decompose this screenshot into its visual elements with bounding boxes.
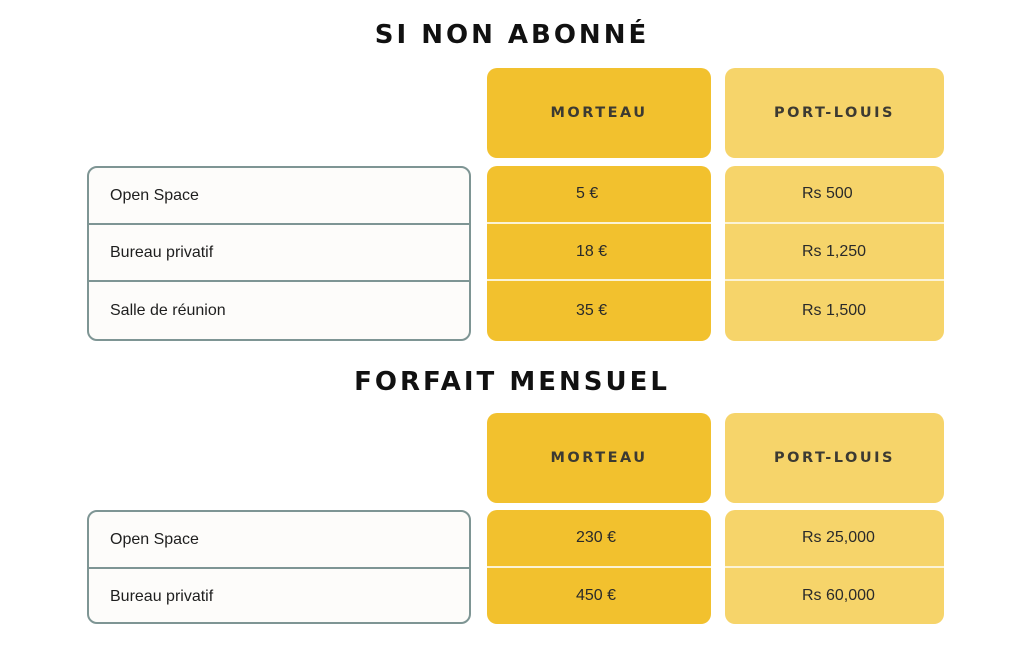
price-cell: 450 € <box>576 587 617 604</box>
price-column-morteau-non-abonne <box>487 166 711 341</box>
column-header-port-louis: PORT-LOUIS <box>725 68 944 158</box>
row-label-bureau-privatif: Bureau privatif <box>110 587 214 605</box>
row-label-salle-de-reunion: Salle de réunion <box>110 301 226 319</box>
column-header-morteau: MORTEAU <box>487 68 711 158</box>
price-cell: Rs 500 <box>725 166 944 224</box>
row-labels-non-abonne <box>87 166 471 341</box>
price-column-morteau-forfait <box>487 510 711 624</box>
price-column-port-louis-non-abonne <box>725 166 944 341</box>
price-cell: Rs 1,500 <box>802 302 867 319</box>
price-cell: 35 € <box>576 302 608 319</box>
row-label-bureau-privatif: Bureau privatif <box>89 225 469 282</box>
price-cell: 230 € <box>487 510 711 568</box>
section-title-non-abonne: SI NON ABONNÉ <box>374 20 650 50</box>
row-label-open-space: Open Space <box>89 512 469 569</box>
column-header-morteau: MORTEAU <box>487 413 711 503</box>
section-title-forfait-mensuel: FORFAIT MENSUEL <box>354 367 670 397</box>
row-label-open-space: Open Space <box>89 168 469 225</box>
row-labels-forfait-mensuel <box>87 510 471 624</box>
price-cell: Rs 25,000 <box>725 510 944 568</box>
price-column-port-louis-forfait <box>725 510 944 624</box>
price-cell: 5 € <box>487 166 711 224</box>
column-header-port-louis: PORT-LOUIS <box>725 413 944 503</box>
price-cell: Rs 1,250 <box>725 224 944 281</box>
price-cell: 18 € <box>487 224 711 281</box>
price-cell: Rs 60,000 <box>802 587 875 604</box>
